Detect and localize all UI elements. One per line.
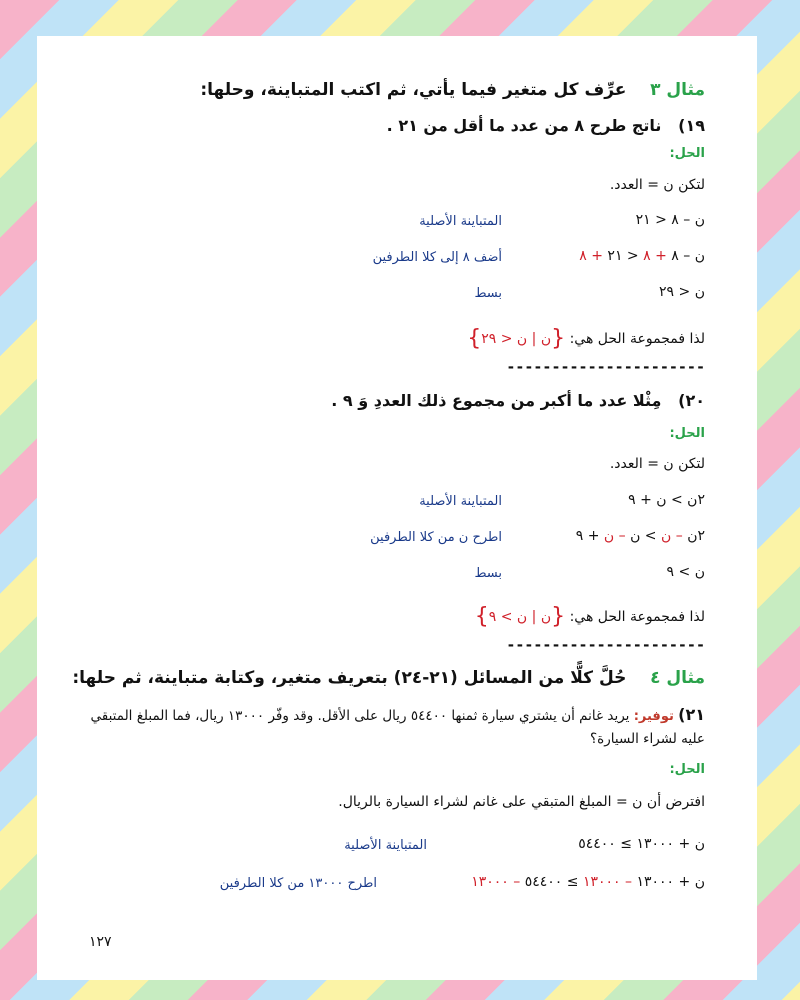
q19-step3: ن < ٢٩: [659, 284, 705, 300]
q20-step3-note: بسط: [474, 566, 502, 581]
q19-heading: [387, 116, 705, 135]
q21-step2-note: اطرح ١٣٠٠٠ من كلا الطرفين: [219, 876, 377, 891]
q19-step2-note: أضف ٨ إلى كلا الطرفين: [372, 250, 502, 265]
q20-heading: [331, 391, 705, 410]
q20-set-prefix: لذا فمجموعة الحل هي:: [569, 609, 705, 625]
q21-problem: [65, 704, 705, 750]
q21-step1-note: المتباينة الأصلية: [344, 838, 427, 853]
q21-text: يريد غانم أن يشتري سيارة ثمنها ٥٤٤٠٠ ريال على الأقل. وقد وفّر ١٣٠٠٠ ريال، فما المبلغ المتبقي عليه لشراء السيارة؟: [90, 708, 705, 747]
q21-step2-rhs: ≥ ٥٤٤٠٠: [524, 874, 579, 890]
q20-step2-sub-left: – ن: [661, 528, 683, 544]
q20-text: مِثْلا عدد ما أكبر من مجموع ذلك العددِ وَ ٩ .: [331, 391, 662, 410]
q19-let-var: لتكن ن = العدد.: [609, 177, 705, 193]
q21-tag: توفير:: [633, 709, 674, 724]
q21-solution-label: الحل:: [669, 762, 705, 777]
q19-separator: ----------------------: [506, 358, 705, 376]
q20-solution-label: الحل:: [669, 426, 705, 441]
q19-step3-note: بسط: [474, 286, 502, 301]
q19-step1: ن – ٨ < ٢١: [635, 212, 705, 228]
page-number: ١٢٧: [89, 934, 112, 950]
q19-step2-lhs: ن – ٨: [671, 248, 705, 264]
q19-step2-rhs: < ٢١: [607, 248, 639, 264]
q20-step2-note: اطرح ن من كلا الطرفين: [370, 530, 502, 545]
q21-number: ٢١): [678, 705, 705, 724]
q20-number: ٢٠): [678, 391, 705, 410]
q20-step3: ن > ٩: [666, 564, 705, 580]
q20-step2-rhs: + ٩: [575, 528, 600, 544]
q19-step1-note: المتباينة الأصلية: [419, 214, 502, 229]
q20-step2-lhs: ٢ن: [687, 528, 705, 544]
q20-separator: ----------------------: [506, 636, 705, 654]
q21-let-var: افترض أن ن = المبلغ المتبقي على غانم لشراء السيارة بالريال.: [338, 794, 705, 810]
q20-step2-sub-right: – ن: [603, 528, 626, 544]
q20-let-var: لتكن ن = العدد.: [609, 456, 705, 472]
q19-step2: [579, 248, 705, 264]
q21-step1: ن + ١٣٠٠٠ ≥ ٥٤٤٠٠: [578, 836, 705, 852]
q21-step2-lhs: ن + ١٣٠٠٠: [636, 874, 705, 890]
q19-step2-add-right: + ٨: [579, 248, 603, 264]
q20-solution-set: لذا فمجموعة الحل هي: {ن | ن > ٩}: [474, 604, 705, 629]
worksheet-page: [37, 36, 757, 980]
q19-set-value: ن | ن < ٢٩: [481, 331, 552, 347]
q20-step2: [576, 528, 705, 544]
q19-number: ١٩): [678, 116, 705, 135]
example4-label: مثال ٤: [650, 668, 705, 688]
q19-solution-set: لذا فمجموعة الحل هي: {ن | ن < ٢٩}: [467, 326, 705, 351]
example4-instruction: حُلَّ كلًّا من المسائل (٢١-٢٤) بتعريف متغير، وكتابة متباينة، ثم حلها:: [72, 668, 627, 688]
q19-text: ناتج طرح ٨ من عدد ما أقل من ٢١ .: [386, 116, 662, 135]
q19-step2-add-left: + ٨: [643, 248, 667, 264]
q20-step1: ٢ن > ن + ٩: [628, 492, 705, 508]
q20-set-value: ن | ن > ٩: [488, 609, 552, 625]
q19-solution-label: الحل:: [669, 146, 705, 161]
q20-step1-note: المتباينة الأصلية: [419, 494, 502, 509]
example4-heading: [72, 668, 705, 688]
q21-step2-sub-right: – ١٣٠٠٠: [471, 874, 521, 890]
example3-instruction: عرِّف كل متغير فيما يأتي، ثم اكتب المتباينة، وحلها:: [200, 80, 627, 100]
q19-set-prefix: لذا فمجموعة الحل هي:: [569, 331, 705, 347]
q21-step2: [471, 874, 705, 890]
example3-heading: [200, 80, 705, 100]
q20-step2-mid: > ن: [630, 528, 657, 544]
q21-step2-sub-left: – ١٣٠٠٠: [582, 874, 633, 890]
example3-label: مثال ٣: [650, 80, 705, 100]
